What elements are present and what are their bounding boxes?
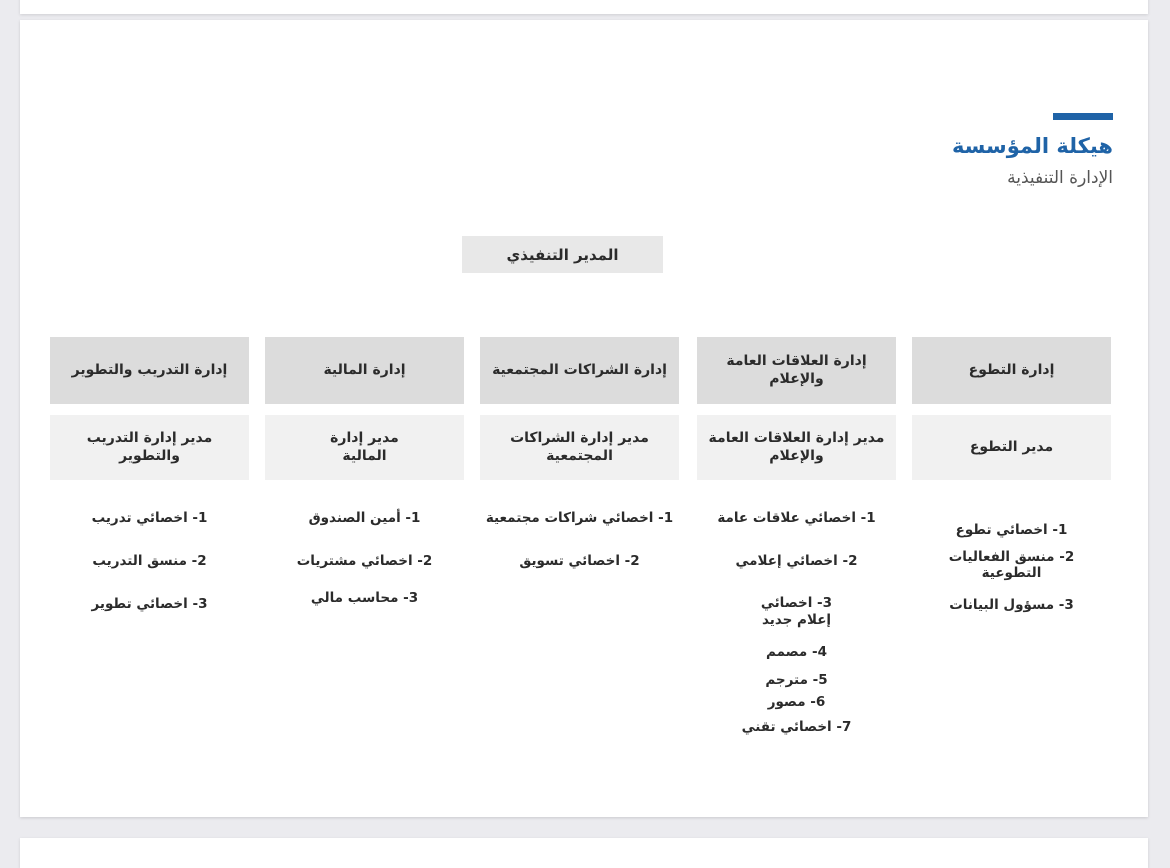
roles-list [480,510,679,569]
role-item: 7- اخصائي تقني [741,719,852,736]
role-item: 3- مسؤول البيانات [949,596,1074,613]
role-item: 3- اخصائي تطوير [91,596,208,613]
role-item: 1- اخصائي شراكات مجتمعية [485,510,674,526]
next-section-card [20,838,1148,868]
manager-box: مدير إدارة العلاقات العامة والإعلام [697,415,896,480]
executive-director-box: المدير التنفيذي [462,236,663,273]
department-column-volunteering [912,337,1111,613]
role-item: 3- محاسب مالي [310,590,419,607]
department-box: إدارة العلاقات العامة والإعلام [697,337,896,404]
manager-box: مدير إدارة الشراكات المجتمعية [480,415,679,480]
role-item: 2- منسق التدريب [92,553,207,570]
role-item: 1- اخصائي تطوع [955,522,1068,538]
previous-section-card [20,0,1148,14]
role-item: 2- اخصائي إعلامي [735,553,858,570]
role-item: 2- منسق الفعاليات التطوعية [948,549,1075,582]
department-box: إدارة التدريب والتطوير [50,337,249,404]
role-item: 6- مصور [767,694,826,711]
title-accent-bar [1053,113,1113,120]
page-title: هيكلة المؤسسة [951,134,1113,158]
manager-box: مدير التطوع [912,415,1111,480]
role-item: 1- أمين الصندوق [308,510,421,526]
roles-list [265,510,464,607]
role-item: 5- مترجم [765,671,828,688]
roles-list [697,510,896,736]
role-item: 2- اخصائي مشتريات [296,553,433,570]
role-item: 3- اخصائي إعلام جديد [760,595,833,628]
roles-list [912,522,1111,613]
manager-box: مدير إدارة المالية [265,415,464,480]
role-item: 1- اخصائي علاقات عامة [717,510,876,526]
page-subtitle: الإدارة التنفيذية [1007,168,1113,188]
department-box: إدارة المالية [265,337,464,404]
department-box: إدارة التطوع [912,337,1111,404]
manager-box: مدير إدارة التدريب والتطوير [50,415,249,480]
role-item: 2- اخصائي تسويق [519,553,640,570]
department-column-training [50,337,249,613]
department-box: إدارة الشراكات المجتمعية [480,337,679,404]
department-column-finance [265,337,464,607]
roles-list [50,510,249,613]
department-column-community-partnerships [480,337,679,569]
role-item: 1- اخصائي تدريب [91,510,208,526]
department-column-public-relations [697,337,896,736]
role-item: 4- مصمم [765,643,827,660]
